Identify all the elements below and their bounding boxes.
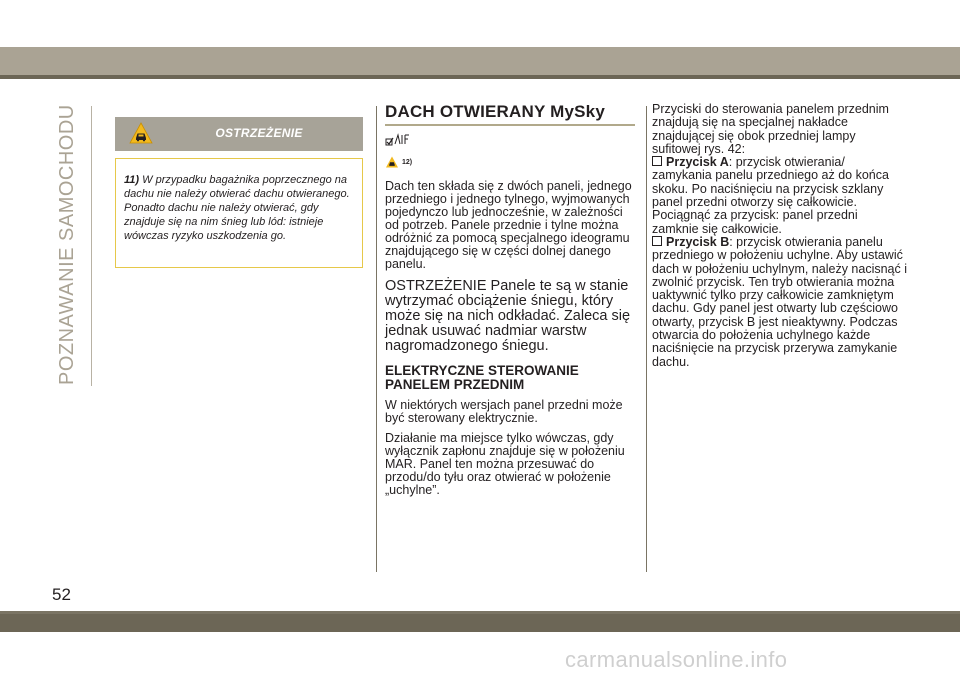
section-side-title: POZNAWANIE SAMOCHODU	[56, 104, 78, 385]
warning-number: 11)	[124, 174, 140, 186]
subheading: ELEKTRYCZNE STEROWANIE PANELEM PRZEDNIM	[385, 363, 579, 392]
button-a-label: Przycisk A	[666, 155, 729, 170]
paragraph-4: Działanie ma miejsce tylko wówczas, gdy wyłącznik zapłonu znajduje się w położeniu MAR. Panel ten można przesuwać do przodu/do tyłu oraz otwierać w położenie „uchylne”.	[385, 431, 625, 497]
optional-equipment-icon	[385, 132, 635, 148]
paragraph-3: W niektórych wersjach panel przedni może być sterowany elektrycznie.	[385, 398, 623, 425]
column-divider-right	[646, 106, 647, 572]
header-band-line	[0, 75, 960, 79]
right-column	[652, 103, 907, 369]
button-b-description	[652, 236, 907, 369]
button-b-label: Przycisk B	[666, 234, 730, 249]
car-warning-small-icon	[385, 156, 399, 168]
middle-column	[385, 102, 635, 497]
paragraph-1: Dach ten składa się z dwóch paneli, jednego przedniego i jednego tylnego, wyjmowanych pojedynczo lub jednocześnie, w zależności od potrzeb. Panele przednie i tylne można odróżnić za pomocą specjalnego ideogramu znajdującego się w części dolnej danego panelu.	[385, 179, 632, 271]
controls-intro: Przyciski do sterowania panelem przednim znajdują się na specjalnej nakładce znajdującej się obok przedniej lampy sufitowej rys. 42:	[652, 102, 889, 156]
column-divider-left	[376, 106, 377, 572]
warning-reference-number: 12)	[402, 158, 413, 166]
page-number: 52	[52, 585, 71, 604]
warning-text: W przypadku bagażnika poprzecznego na dachu nie należy otwierać dachu otwieranego. Ponadto dachu nie należy otwierać, gdy znajduje się na nim śnieg lub lód: istnieje wówczas ryzyko uszkodzenia go.	[124, 174, 350, 242]
button-b-text: : przycisk otwierania panelu przedniego w położeniu uchylne. Aby ustawić dach w położeniu uchylnym, należy nacisnąć i zwolnić przycisk. Ten tryb otwierania można uaktywnić tylko przy całkowicie zamkniętym dachu. Gdy panel jest otwarty lub częściowo otwarty, przycisk B jest nieaktywny. Podczas otwarcia do położenia uchylnego każde naciśnięcie na przycisk przerywa zamykanie dachu.	[652, 234, 907, 369]
warning-title: OSTRZEŻENIE	[215, 126, 303, 140]
paragraph-warning: OSTRZEŻENIE Panele te są w stanie wytrzymać obciążenie śniegu, który może się na nich odkładać. Zaleca się jednak usuwać nadmiar warstw nagromadzonego śniegu.	[385, 278, 631, 354]
warning-reference	[385, 156, 635, 168]
watermark: carmanualsonline.info	[565, 647, 788, 672]
bullet-icon	[652, 236, 662, 246]
car-warning-icon	[129, 122, 153, 144]
footer-band	[0, 614, 960, 632]
warning-header	[115, 117, 363, 151]
bullet-icon	[652, 156, 662, 166]
button-a-description	[652, 156, 907, 236]
header-band	[0, 47, 960, 75]
section-heading: DACH OTWIERANY MySky	[385, 102, 635, 126]
side-divider	[91, 106, 92, 386]
button-a-text: : przycisk otwierania/ zamykania panelu przedniego aż do końca skoku. Po naciśnięciu na przycisk szklany panel przedni otworzy się całkowicie. Pociągnąć za przycisk: panel przedni zamknie się całkowicie.	[652, 155, 889, 236]
warning-body	[115, 158, 363, 268]
